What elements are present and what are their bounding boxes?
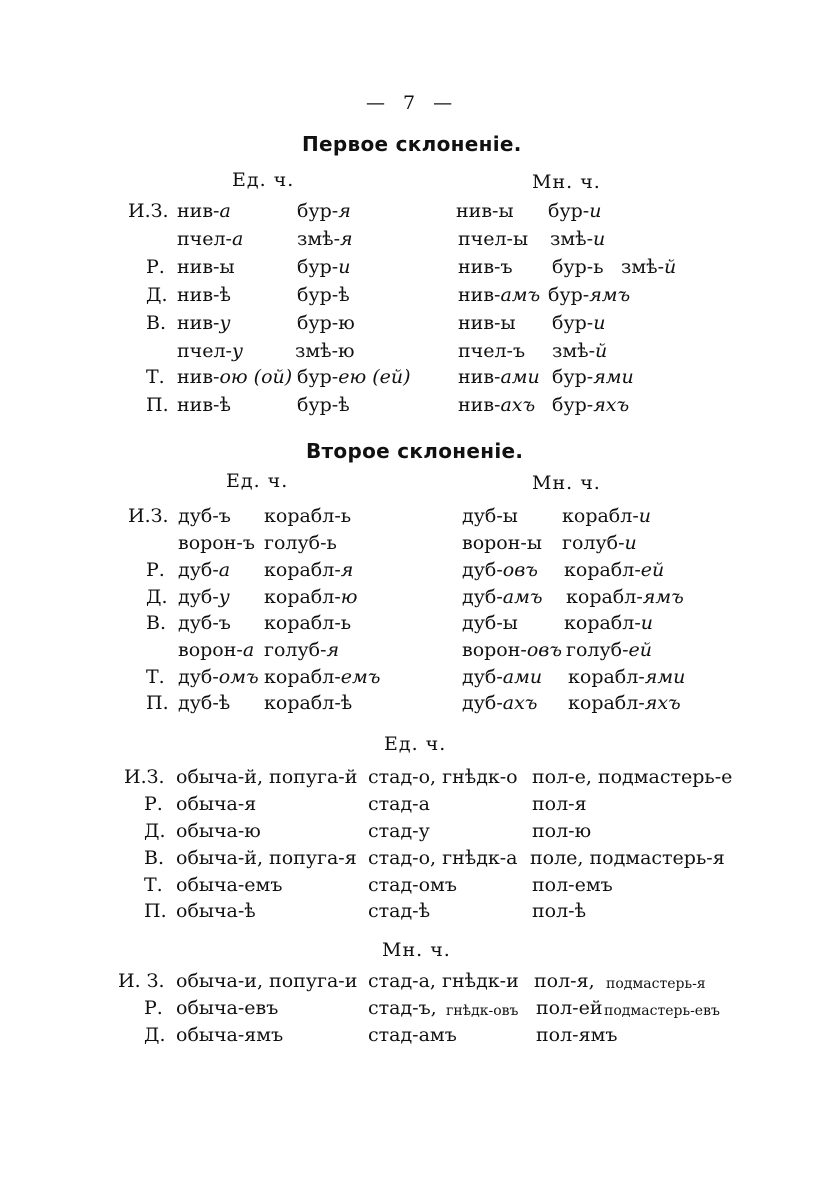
word-form: нив-ахъ [458, 394, 536, 416]
word-form: ворон-ы [462, 532, 542, 554]
case-label: П. [146, 692, 169, 714]
word-form: нив-амъ [458, 284, 541, 306]
word-form: бур-ю [297, 312, 355, 334]
word-form: дуб-ы [462, 612, 518, 634]
word-form: бур-и [548, 200, 602, 222]
word-form: корабл-и [564, 612, 653, 634]
word-form: нив-а [177, 200, 231, 222]
word-form: корабл-ей [564, 559, 665, 581]
word-form: бур-и [297, 256, 351, 278]
word-form: нив-ы [456, 200, 514, 222]
word-form: корабл-ь [264, 505, 352, 527]
word-form: пол-емъ [532, 874, 613, 896]
word-form: ворон-овъ [462, 639, 562, 661]
case-label: В. [144, 847, 165, 869]
word-form: нив-ъ [458, 256, 513, 278]
word-form: змѣ-ю [295, 340, 355, 362]
word-form: пол-ю [532, 820, 592, 842]
word-form: нив-ѣ [177, 284, 231, 306]
word-form: нив-ою (ой) [177, 366, 293, 388]
word-form: змѣ-й [552, 340, 608, 362]
word-form: стад-омъ [368, 874, 457, 896]
word-form: стад-ъ, [368, 997, 437, 1019]
first-declension-title: Первое склоненіе. [302, 132, 522, 156]
word-form: дуб-омъ [178, 666, 259, 688]
word-form: стад-о, гнѣдк-о [368, 766, 518, 788]
word-form: голуб-и [562, 532, 637, 554]
case-label: И.З. [124, 766, 165, 788]
second-plural-heading: Мн. ч. [532, 472, 601, 494]
word-form: стад-у [368, 820, 430, 842]
word-form: корабл-и [562, 505, 651, 527]
word-form: стад-ѣ [368, 900, 431, 922]
second-singular-heading: Ед. ч. [226, 470, 289, 492]
case-label: Т. [146, 666, 165, 688]
word-form: змѣ-я [297, 228, 353, 250]
word-form: пчел-а [177, 228, 244, 250]
word-form: пол-ей [536, 997, 603, 1019]
word-form: бур-ѣ [297, 394, 350, 416]
word-form: корабл-яхъ [568, 692, 681, 714]
word-form: пчел-ъ [458, 340, 526, 362]
word-form: бур-яхъ [552, 394, 630, 416]
word-form: корабл-я [264, 559, 354, 581]
case-label: Т. [144, 874, 163, 896]
word-form: дуб-ъ [178, 505, 231, 527]
word-form: бур-ями [552, 366, 634, 388]
word-form: корабл-ю [264, 586, 358, 608]
case-label: Д. [144, 820, 166, 842]
word-form: гнѣдк-овъ [446, 1003, 519, 1019]
word-form: дуб-ы [462, 505, 518, 527]
word-form: корабл-ями [568, 666, 686, 688]
word-form: пол-ямъ [536, 1024, 618, 1046]
word-form: пол-ѣ [532, 900, 587, 922]
word-form: обыча-ямъ [176, 1024, 284, 1046]
third-singular-heading: Ед. ч. [384, 733, 447, 755]
word-form: бур-и [552, 312, 606, 334]
third-plural-heading: Мн. ч. [382, 939, 451, 961]
word-form: голуб-я [264, 639, 340, 661]
page-number: — 7 — [366, 92, 459, 114]
word-form: стад-амъ [368, 1024, 457, 1046]
word-form: пол-я [532, 793, 587, 815]
word-form: ворон-а [178, 639, 255, 661]
first-singular-heading: Ед. ч. [232, 169, 295, 191]
word-form: змѣ-й [621, 256, 677, 278]
word-form: корабл-емъ [264, 666, 381, 688]
word-form: пчел-у [177, 340, 243, 362]
word-form: корабл-ямъ [566, 586, 684, 608]
case-label: Р. [146, 256, 165, 278]
word-form: обыча-ѣ [176, 900, 256, 922]
case-label: В. [146, 312, 167, 334]
word-form: ворон-ъ [178, 532, 255, 554]
word-form: дуб-ами [462, 666, 543, 688]
word-form: дуб-амъ [462, 586, 543, 608]
word-form: нив-ы [177, 256, 235, 278]
case-label: П. [146, 394, 169, 416]
word-form: бур-ямъ [548, 284, 631, 306]
word-form: обыча-емъ [176, 874, 283, 896]
case-label: Д. [146, 586, 168, 608]
word-form: бур-ѣ [297, 284, 350, 306]
case-label: Р. [146, 559, 165, 581]
case-label: И.З. [128, 200, 169, 222]
case-label: И. З. [118, 970, 165, 992]
word-form: нив-у [177, 312, 231, 334]
case-label: Р. [144, 997, 163, 1019]
word-form: дуб-ахъ [462, 692, 538, 714]
word-form: дуб-ъ [178, 612, 231, 634]
word-form: обыча-евъ [176, 997, 279, 1019]
word-form: нив-ы [458, 312, 516, 334]
word-form: пол-я, [534, 970, 595, 992]
word-form: нив-ѣ [177, 394, 231, 416]
word-form: подмастерь-евъ [604, 1003, 720, 1019]
word-form: поле, подмастерь-я [530, 847, 725, 869]
word-form: стад-а, гнѣдк-и [368, 970, 519, 992]
word-form: обыча-й, попуга-я [176, 847, 357, 869]
word-form: дуб-ѣ [178, 692, 231, 714]
word-form: стад-а [368, 793, 430, 815]
word-form: обыча-й, попуга-й [176, 766, 358, 788]
case-label: Д. [146, 284, 168, 306]
word-form: стад-о, гнѣдк-а [368, 847, 518, 869]
case-label: Д. [144, 1024, 166, 1046]
word-form: змѣ-и [550, 228, 606, 250]
word-form: дуб-овъ [462, 559, 538, 581]
word-form: бур-ею (ей) [297, 366, 411, 388]
word-form: дуб-у [178, 586, 230, 608]
second-declension-title: Второе склоненіе. [306, 439, 524, 463]
word-form: пчел-ы [458, 228, 529, 250]
case-label: Р. [144, 793, 163, 815]
case-label: Т. [146, 366, 165, 388]
word-form: бур-я [297, 200, 351, 222]
word-form: бур-ь [552, 256, 604, 278]
word-form: обыча-и, попуга-и [176, 970, 358, 992]
first-plural-heading: Мн. ч. [532, 171, 601, 193]
word-form: обыча-ю [176, 820, 261, 842]
case-label: И.З. [128, 505, 169, 527]
word-form: голуб-ь [264, 532, 337, 554]
word-form: обыча-я [176, 793, 257, 815]
word-form: пол-е, подмастерь-е [532, 766, 733, 788]
word-form: дуб-а [178, 559, 231, 581]
word-form: корабл-ѣ [264, 692, 353, 714]
word-form: корабл-ь [264, 612, 352, 634]
word-form: подмастерь-я [606, 976, 706, 992]
word-form: голуб-ей [566, 639, 652, 661]
word-form: нив-ами [458, 366, 540, 388]
case-label: П. [144, 900, 167, 922]
case-label: В. [146, 612, 167, 634]
